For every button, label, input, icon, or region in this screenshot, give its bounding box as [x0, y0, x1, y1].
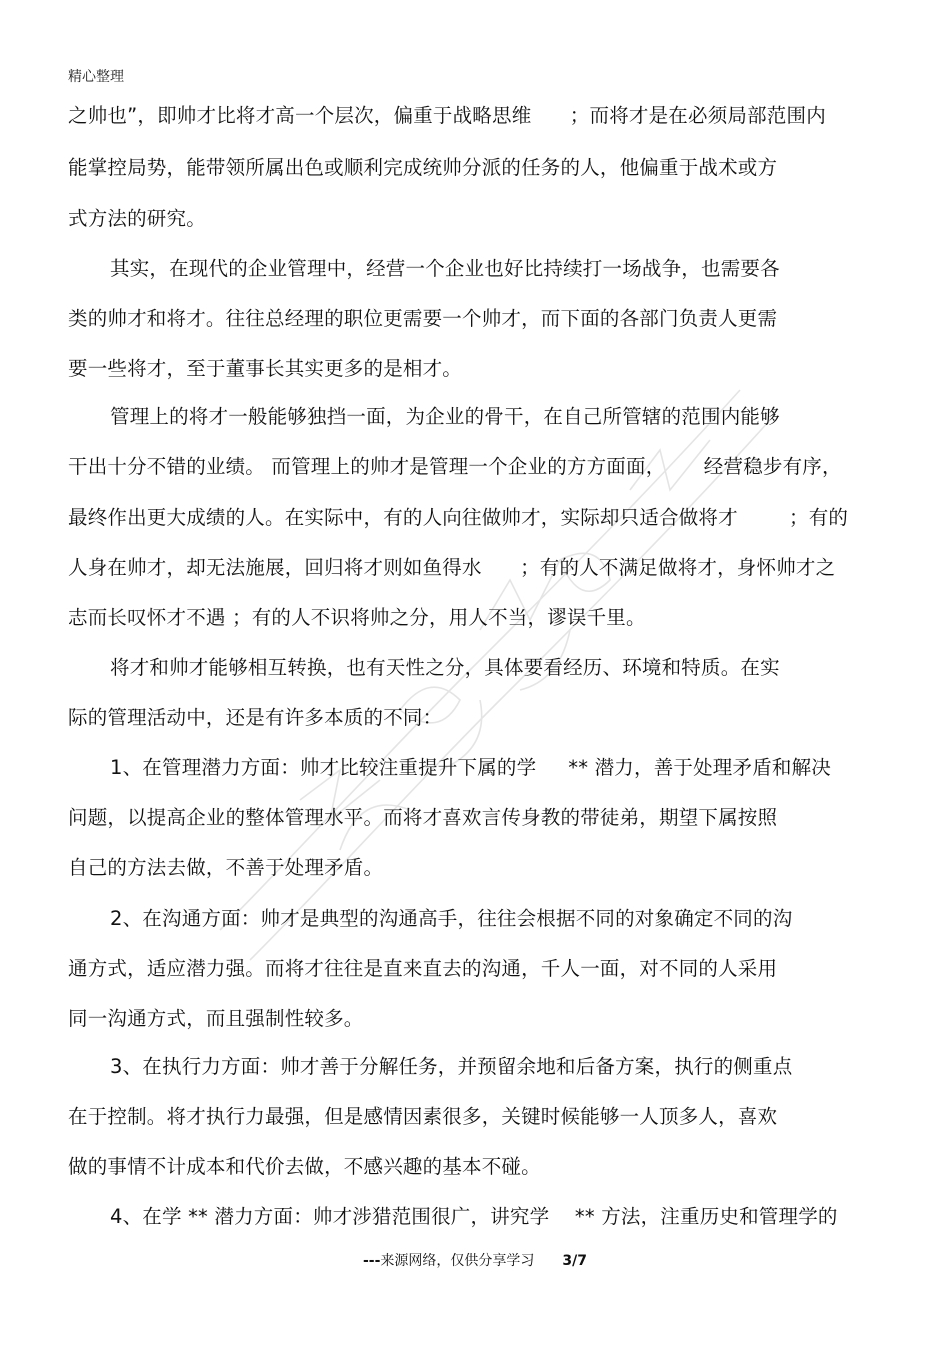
text-line: 做的事情不计成本和代价去做，不感兴趣的基本不碰。 [68, 1155, 541, 1178]
footer-dashes: --- [362, 1253, 381, 1269]
list-item-2: 2、在沟通方面：帅才是典型的沟通高手，往往会根据不同的对象确定不同的沟 [110, 907, 793, 930]
text-line: 要一些将才，至于董事长其实更多的是相才。 [68, 357, 463, 380]
text-line: 最终作出更大成绩的人。在实际中，有的人向往做帅才，实际却只适合做将才 ；有的 [68, 506, 849, 529]
text-line: 之帅也”，即帅才比将才高一个层次，偏重于战略思维 ；而将才是在必须局部范围内 [68, 104, 826, 127]
text-line: 通方式，适应潜力强。而将才往往是直来直去的沟通，千人一面，对不同的人采用 [68, 957, 778, 980]
list-item-3: 3、在执行力方面：帅才善于分解任务，并预留余地和后备方案，执行的侧重点 [110, 1055, 793, 1078]
list-item-4: 4、在学 ** 潜力方面：帅才涉猎范围很广，讲究学 ** 方法，注重历史和管理学的 [110, 1205, 838, 1228]
list-item-1: 1、在管理潜力方面：帅才比较注重提升下属的学 ** 潜力，善于处理矛盾和解决 [110, 756, 831, 779]
paragraph-first-line: 将才和帅才能够相互转换，也有天性之分，具体要看经历、环境和特质。在实 [110, 656, 780, 679]
text-line: 在于控制。将才执行力最强，但是感情因素很多，关键时候能够一人顶多人，喜欢 [68, 1105, 778, 1128]
text-line: 类的帅才和将才。往往总经理的职位更需要一个帅才，而下面的各部门负责人更需 [68, 307, 778, 330]
text-line: 际的管理活动中，还是有许多本质的不同： [68, 706, 443, 729]
text-line: 自己的方法去做，不善于处理矛盾。 [68, 856, 384, 879]
text-line: 志而长叹怀才不遇 ；有的人不识将帅之分，用人不当，谬误千里。 [68, 606, 646, 629]
text-line: 能掌控局势，能带领所属出色或顺利完成统帅分派的任务的人，他偏重于战术或方 [68, 156, 778, 179]
text-line: 问题，以提高企业的整体管理水平。而将才喜欢言传身教的带徒弟，期望下属按照 [68, 806, 778, 829]
text-line: 同一沟通方式，而且强制性较多。 [68, 1007, 364, 1030]
page-number: 3/7 [562, 1253, 588, 1269]
footer-source: 来源网络，仅供分享学习 [380, 1253, 535, 1269]
text-line: 式方法的研究。 [68, 207, 206, 230]
text-line: 人身在帅才，却无法施展，回归将才则如鱼得水 ；有的人不满足做将才，身怀帅才之 [68, 556, 836, 579]
paragraph-first-line: 其实，在现代的企业管理中，经营一个企业也好比持续打一场战争，也需要各 [110, 257, 780, 280]
text-line: 干出十分不错的业绩。 而管理上的帅才是管理一个企业的方方面面， 经营稳步有序， [68, 455, 842, 478]
page-footer [0, 1250, 950, 1270]
page-header-label: 精心整理 [68, 69, 124, 85]
paragraph-first-line: 管理上的将才一般能够独挡一面，为企业的骨干，在自己所管辖的范围内能够 [110, 405, 780, 428]
